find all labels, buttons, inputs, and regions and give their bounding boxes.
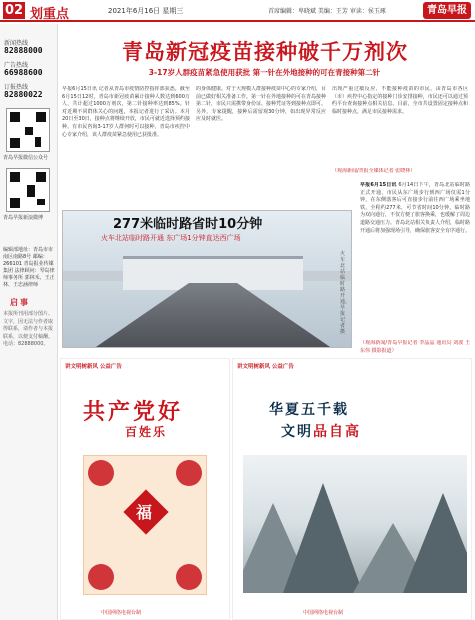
ad-header: 讲文明树新风 公益广告: [65, 364, 122, 370]
qr-caption: 青岛早报微信公众号: [3, 155, 49, 161]
photo-caption: 火车北站临时路开通。早报记者摄: [340, 251, 351, 335]
ad-slogan-sub: 百姓乐: [125, 425, 168, 439]
ad-slogan-sub: 文明品自高: [281, 424, 361, 440]
photo-headline: 277米临时路省时10分钟: [113, 217, 263, 232]
page-number: 02: [4, 3, 24, 18]
article-column-3: 出现严重过敏反应、不能接种疫苗的市民，由青岛市各区（市）疾控中心指定的接种门诊安排接种，市民还可以通过预约平台查询接种点相关信息。目前，全市共设置固定接种点和临时接种点，满足市民接种需求。: [332, 86, 468, 115]
sidebar: [0, 24, 58, 620]
papercut-artwork: [83, 455, 207, 595]
article-credit: （观海新闻/青报全媒体记者 张晓林）: [332, 168, 416, 174]
hotline-number: 82888000: [4, 46, 43, 55]
section-name: 划重点: [30, 7, 70, 22]
page-header: [0, 0, 475, 22]
wechat-qr-code: [6, 108, 50, 152]
hotline-label: 广告热线: [4, 62, 29, 69]
ad-slogan: 共产党好: [83, 400, 184, 425]
hotline-label: 订报热线: [4, 84, 29, 91]
fu-character: 福: [136, 503, 153, 522]
publisher-info: 编辑部地址：青岛市市南区南路8号 邮编：266101 青岛报业传媒集团 法律顾问：琴岛律师事务所 郭林禾、王正林、王忠涵律师: [3, 247, 55, 288]
news-photo: [62, 210, 352, 348]
photo-subheadline: 火车北站临时路开通 东广场1分钟直达西广场: [101, 234, 241, 242]
article-subheadline: 3-17岁人群疫苗紧急使用获批 第一针在外地接种的可在青接种第二针: [148, 68, 381, 77]
notice-text: 本报所刊用部分图片、文字，因无法与作者取得联系，请作者与本报联系，以便支付稿酬。电话：82888000。: [3, 311, 54, 347]
weibo-qr-code: [6, 168, 50, 212]
article-column-1: 早报6月15日讯 记者从青岛市疫情防控指挥部获悉，截至6月15日12时，青岛市新冠疫苗累计接种人数达到600万人，共计超过1000万剂次，第二针接种率达到85%。针对近期不同群体关心的问题，本报记者进行了采访。本月20日至30日，接种点将继续开放，市民可就近选择预约接种。有市民咨询3-17岁人群何时可以接种，青岛市疾控中心专家介绍，该人群疫苗紧急使用已获批准。: [62, 86, 190, 138]
article-column-2: 的身体健康。对于大规模人群接种疫苗中心的专家介绍，目前已做好相关准备工作。第一针在外地接种的可在青岛接种第二针，市民只需携带身份证、接种凭证等到接种点即可。另外，专家提醒，接种后需留观30分钟，如出现异常反应应及时就医。: [196, 86, 326, 123]
side-article-body: 早报6月15日讯 6月14日下午，青岛北站临时路正式开通，市民从东广场步行到西广场仅需1分钟，在东侧落客后可直接步行前往西广场乘坐地铁，全程约277米，可节省时间10分钟。临时路为双向通行，不仅方便了旅客换乘，也缓解了周边道路交通压力。青岛北站相关负责人介绍，临时路开通后将加强现场引导，确保旅客安全有序通行。: [360, 182, 470, 234]
hotline-label: 新闻热线: [4, 40, 29, 47]
hotline-number: 82880022: [4, 90, 43, 99]
public-service-ad-1: [60, 358, 230, 620]
side-article-credit: （观海新闻/青岛早报记者 李晶晶 通讯员 刘波 王东伟 摄影报道）: [360, 340, 470, 354]
ad-slogan: 华夏五千载: [269, 402, 349, 418]
public-service-ad-2: [232, 358, 472, 620]
article-headline: 青岛新冠疫苗接种破千万剂次: [122, 40, 408, 64]
editor-credits: 首席编辑：卑晓斌 美编：王芳 审读：侯玉琢: [268, 8, 386, 15]
notice-title: 启事: [10, 298, 30, 307]
newspaper-logo: 青岛早报: [423, 2, 471, 19]
ad-header: 讲文明树新风 公益广告: [237, 364, 294, 370]
qr-caption: 青岛早报新浪微博: [3, 215, 44, 221]
ad-footer: 中国网络电视台制: [303, 610, 344, 616]
issue-date: 2021年6月16日 星期三: [108, 7, 184, 15]
landscape-painting: [243, 455, 467, 593]
hotline-number: 66988600: [4, 68, 43, 77]
ad-footer: 中国网络电视台制: [101, 610, 142, 616]
